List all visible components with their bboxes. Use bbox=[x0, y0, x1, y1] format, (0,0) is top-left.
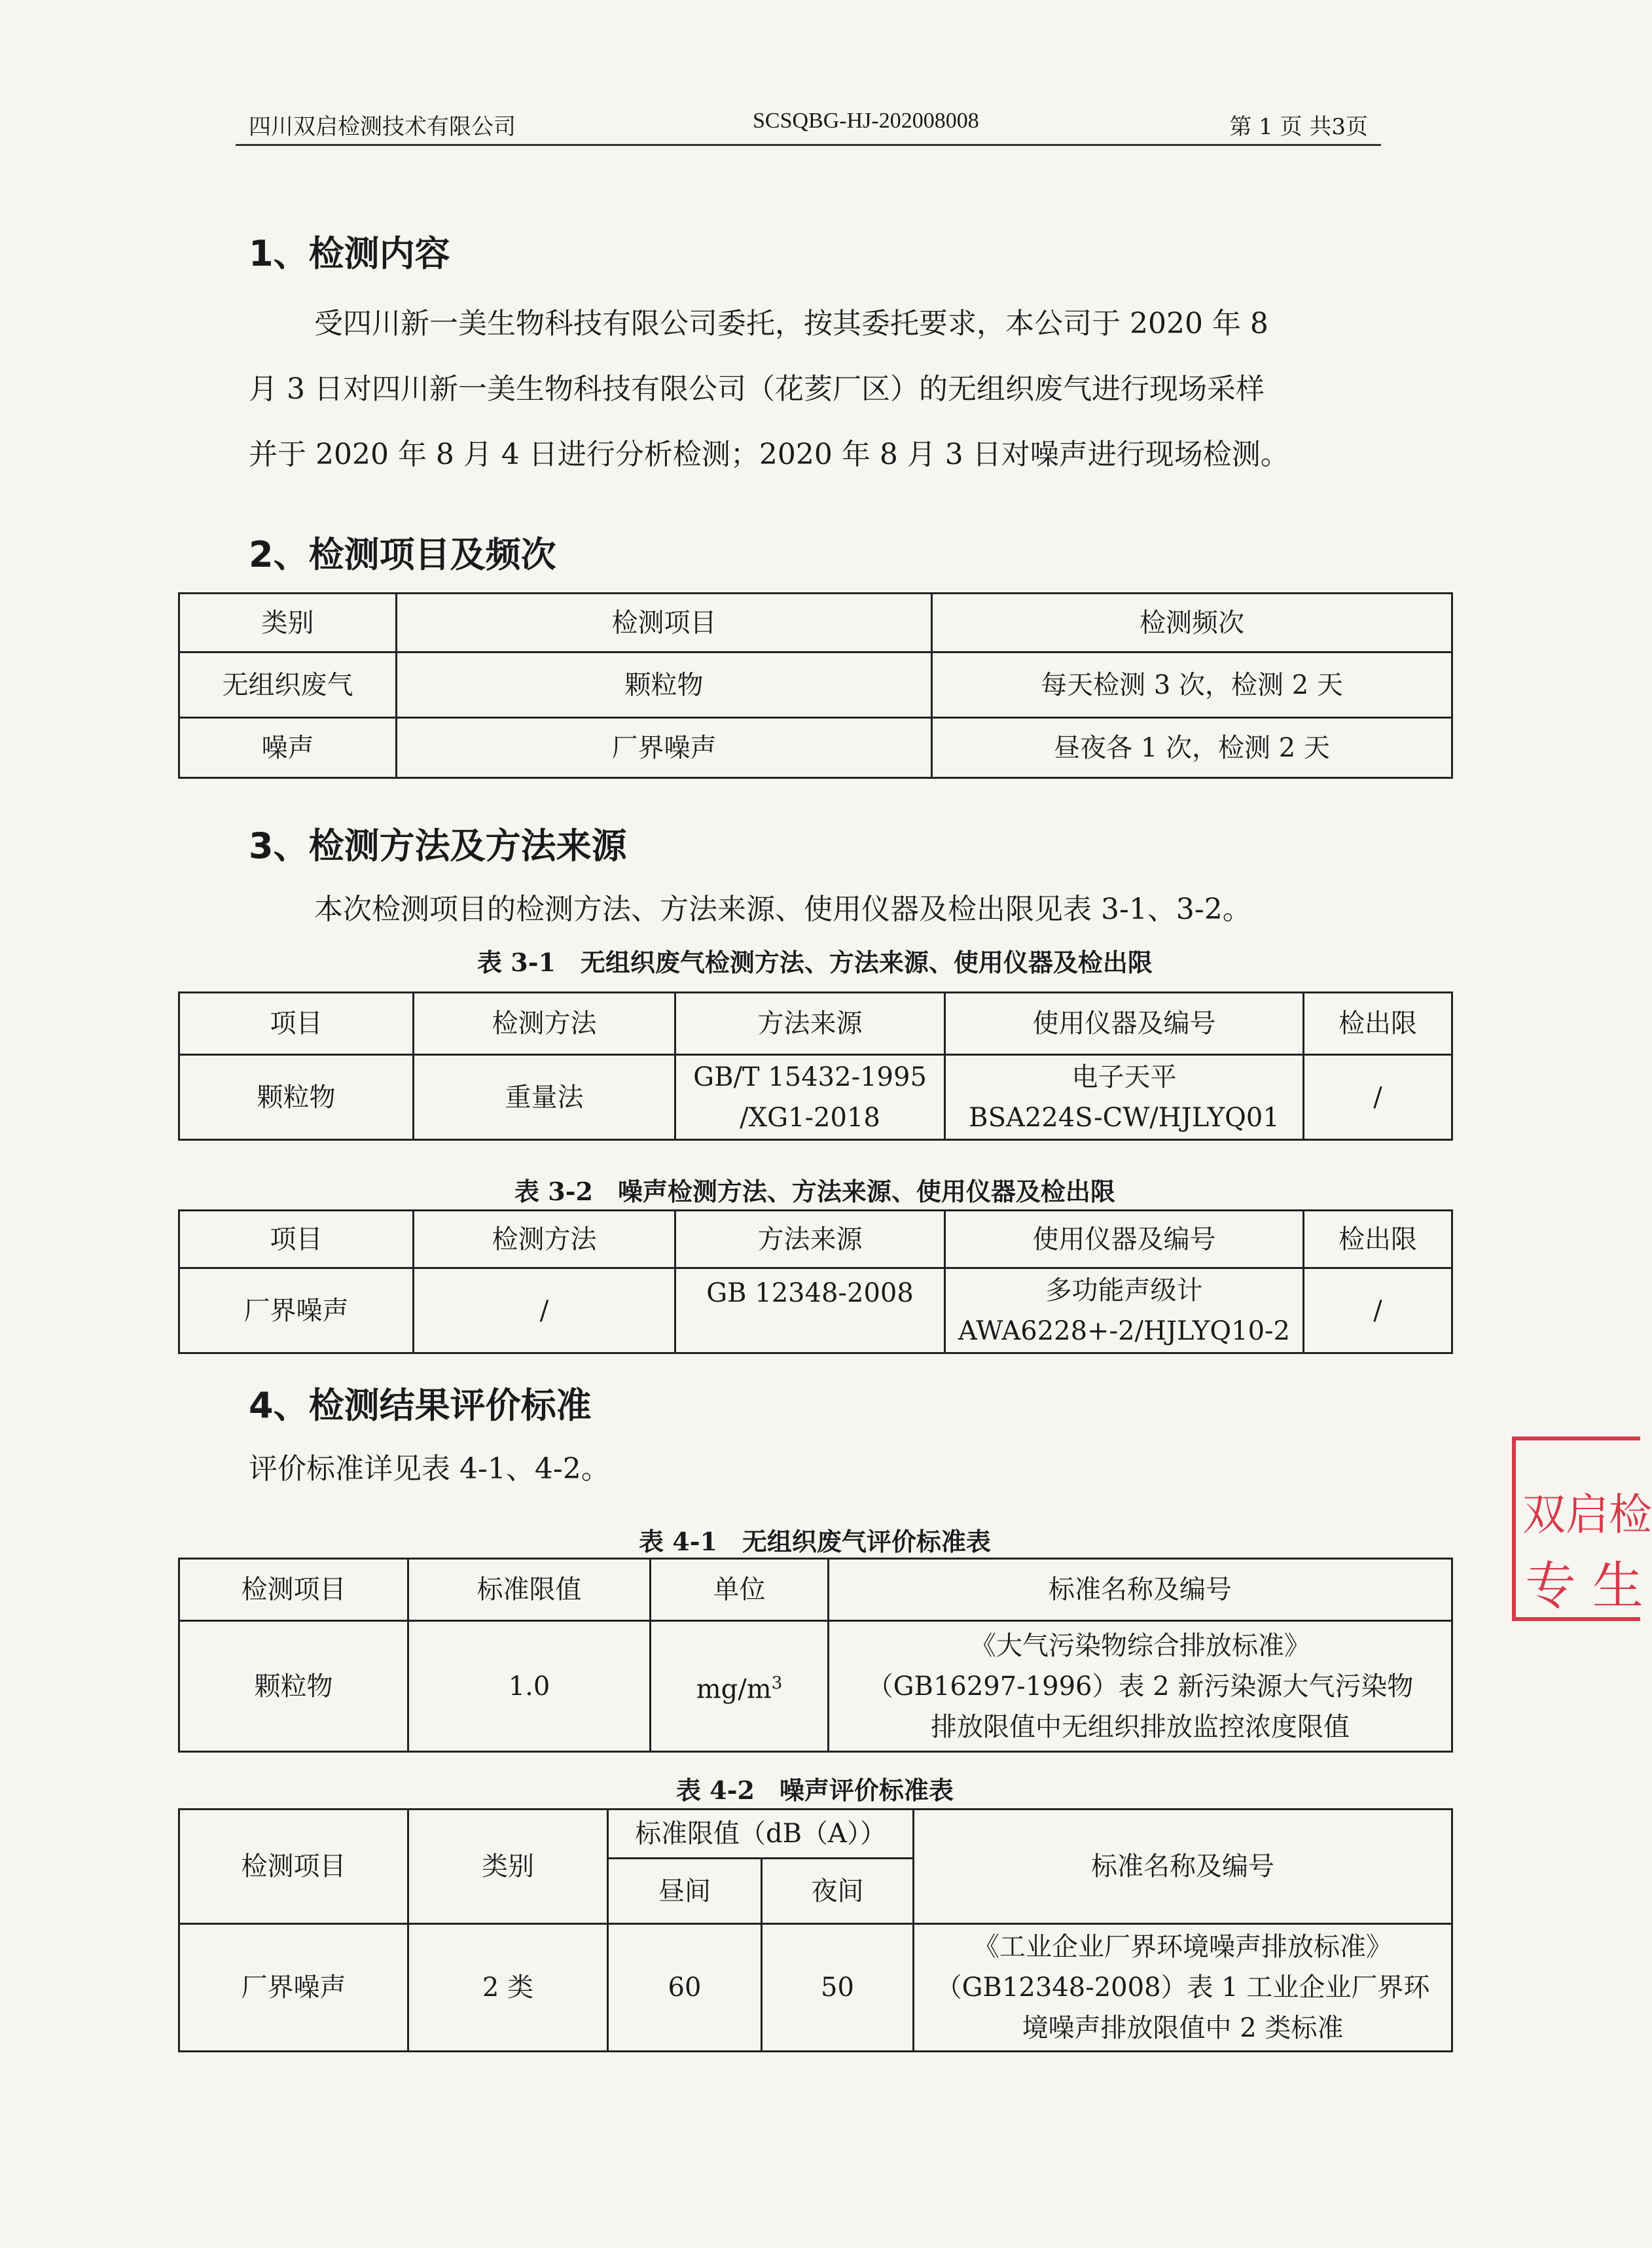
table-row bbox=[179, 1268, 1452, 1353]
header-limit: 检出限 bbox=[1304, 993, 1452, 1055]
standard-line-3: 境噪声排放限值中 2 类标准 bbox=[1022, 2013, 1344, 2043]
table-header-row bbox=[179, 993, 1452, 1055]
cell-frequency: 每天检测 3 次，检测 2 天 bbox=[932, 652, 1452, 718]
instrument-line-1: 多功能声级计 bbox=[1045, 1275, 1203, 1306]
cell-category: 2 类 bbox=[408, 1924, 608, 2052]
section2-title: 2、检测项目及频次 bbox=[249, 534, 556, 575]
method-table-3-2 bbox=[178, 1209, 1453, 1354]
cell-source: GB 12348-2008 bbox=[675, 1268, 945, 1353]
header-limit-group: 标准限值（dB（A）） bbox=[608, 1810, 914, 1859]
cell-standard bbox=[914, 1924, 1452, 2052]
cell-limit: / bbox=[1304, 1055, 1452, 1140]
standard-line-1: 《工业企业厂界环境噪声排放标准》 bbox=[973, 1932, 1393, 1962]
section4-paragraph bbox=[249, 1440, 1374, 1499]
cell-day: 60 bbox=[608, 1924, 762, 2052]
standard-line-2: （GB16297-1996）表 2 新污染源大气污染物 bbox=[867, 1671, 1414, 1702]
header-category: 类别 bbox=[408, 1810, 608, 1924]
table-header-row bbox=[179, 594, 1452, 652]
section3-title: 3、检测方法及方法来源 bbox=[249, 825, 627, 866]
stamp-text-line-2: 专 生 bbox=[1525, 1557, 1643, 1616]
company-seal-stamp bbox=[1512, 1436, 1652, 1621]
cell-method: / bbox=[414, 1268, 675, 1353]
table-header-row bbox=[179, 1559, 1452, 1621]
company-name: 四川双启检测技术有限公司 bbox=[249, 114, 516, 140]
instrument-line-2: AWA6228+-2/HJLYQ10-2 bbox=[958, 1315, 1290, 1346]
section4-intro: 评价标准详见表 4-1、4-2。 bbox=[249, 1452, 610, 1486]
header-standard: 标准名称及编号 bbox=[914, 1810, 1452, 1924]
cell-category: 无组织废气 bbox=[179, 652, 397, 718]
standard-table-4-1 bbox=[178, 1558, 1453, 1753]
header-night: 夜间 bbox=[762, 1859, 914, 1924]
section3-intro: 本次检测项目的检测方法、方法来源、使用仪器及检出限见表 3-1、3-2。 bbox=[314, 893, 1251, 926]
cell-item: 颗粒物 bbox=[397, 652, 932, 718]
table-row bbox=[179, 718, 1452, 778]
table-header-row bbox=[179, 1810, 1452, 1859]
cell-instrument bbox=[945, 1268, 1304, 1353]
source-line-1: GB/T 15432-1995 bbox=[693, 1062, 927, 1092]
section1-title: 1、检测内容 bbox=[249, 233, 450, 274]
page-header bbox=[236, 105, 1381, 146]
section1-line-1: 受四川新一美生物科技有限公司委托，按其委托要求，本公司于 2020 年 8 bbox=[314, 307, 1268, 340]
header-day: 昼间 bbox=[608, 1859, 762, 1924]
header-item: 检测项目 bbox=[179, 1810, 408, 1924]
header-frequency: 检测频次 bbox=[932, 594, 1452, 652]
unit-superscript: 3 bbox=[771, 1673, 783, 1693]
frequency-table bbox=[178, 592, 1453, 779]
header-unit: 单位 bbox=[651, 1559, 829, 1621]
table-row bbox=[179, 1924, 1452, 2052]
cell-night: 50 bbox=[762, 1924, 914, 2052]
table-row bbox=[179, 1621, 1452, 1752]
cell-item: 厂界噪声 bbox=[179, 1924, 408, 2052]
header-limit: 标准限值 bbox=[408, 1559, 651, 1621]
cell-instrument bbox=[945, 1055, 1304, 1140]
header-method: 检测方法 bbox=[414, 1211, 675, 1268]
cell-item: 颗粒物 bbox=[179, 1621, 408, 1752]
cell-limit: / bbox=[1304, 1268, 1452, 1353]
cell-item: 厂界噪声 bbox=[397, 718, 932, 778]
report-number: SCSQBG-HJ-202008008 bbox=[753, 109, 979, 133]
section1-line-2: 月 3 日对四川新一美生物科技有限公司（花荄厂区）的无组织废气进行现场采样 bbox=[249, 372, 1265, 406]
standard-line-2: （GB12348-2008）表 1 工业企业厂界环 bbox=[935, 1972, 1430, 2003]
instrument-line-1: 电子天平 bbox=[1071, 1062, 1177, 1092]
standard-line-1: 《大气污染物综合排放标准》 bbox=[970, 1630, 1310, 1661]
standard-line-3: 排放限值中无组织排放监控浓度限值 bbox=[931, 1711, 1350, 1742]
instrument-line-2: BSA224S-CW/HJLYQ01 bbox=[969, 1102, 1280, 1133]
header-item: 项目 bbox=[179, 993, 414, 1055]
stamp-text-line-1: 双启检 bbox=[1522, 1490, 1652, 1540]
table-3-1-caption: 表 3-1 无组织废气检测方法、方法来源、使用仪器及检出限 bbox=[477, 948, 1153, 977]
cell-item: 颗粒物 bbox=[179, 1055, 414, 1140]
section3-paragraph bbox=[249, 880, 1374, 939]
header-instrument: 使用仪器及编号 bbox=[945, 1211, 1304, 1268]
header-instrument: 使用仪器及编号 bbox=[945, 993, 1304, 1055]
table-header-row bbox=[179, 1211, 1452, 1268]
header-source: 方法来源 bbox=[675, 993, 945, 1055]
method-table-3-1 bbox=[178, 991, 1453, 1141]
cell-limit: 1.0 bbox=[408, 1621, 651, 1752]
cell-frequency: 昼夜各 1 次，检测 2 天 bbox=[932, 718, 1452, 778]
cell-unit bbox=[651, 1621, 829, 1752]
header-standard: 标准名称及编号 bbox=[829, 1559, 1452, 1621]
standard-table-4-2 bbox=[178, 1808, 1453, 2052]
table-3-2-caption: 表 3-2 噪声检测方法、方法来源、使用仪器及检出限 bbox=[514, 1177, 1115, 1206]
section1-paragraph bbox=[249, 291, 1374, 488]
header-item: 检测项目 bbox=[179, 1559, 408, 1621]
header-source: 方法来源 bbox=[675, 1211, 945, 1268]
table-4-1-caption: 表 4-1 无组织废气评价标准表 bbox=[639, 1527, 991, 1556]
table-row bbox=[179, 652, 1452, 718]
header-category: 类别 bbox=[179, 594, 397, 652]
header-item: 项目 bbox=[179, 1211, 414, 1268]
section1-line-3: 并于 2020 年 8 月 4 日进行分析检测；2020 年 8 月 3 日对噪声进行现场检测。 bbox=[249, 438, 1289, 471]
cell-standard bbox=[829, 1621, 1452, 1752]
header-method: 检测方法 bbox=[414, 993, 675, 1055]
section4-title: 4、检测结果评价标准 bbox=[249, 1385, 592, 1426]
page-number: 第 1 页 共3页 bbox=[1229, 114, 1368, 140]
table-4-2-caption: 表 4-2 噪声评价标准表 bbox=[676, 1775, 954, 1805]
header-item: 检测项目 bbox=[397, 594, 932, 652]
source-line-2: /XG1-2018 bbox=[740, 1102, 880, 1133]
table-row bbox=[179, 1055, 1452, 1140]
cell-source bbox=[675, 1055, 945, 1140]
cell-method: 重量法 bbox=[414, 1055, 675, 1140]
cell-item: 厂界噪声 bbox=[179, 1268, 414, 1353]
cell-category: 噪声 bbox=[179, 718, 397, 778]
unit-base: mg/m bbox=[696, 1674, 772, 1705]
header-limit: 检出限 bbox=[1304, 1211, 1452, 1268]
